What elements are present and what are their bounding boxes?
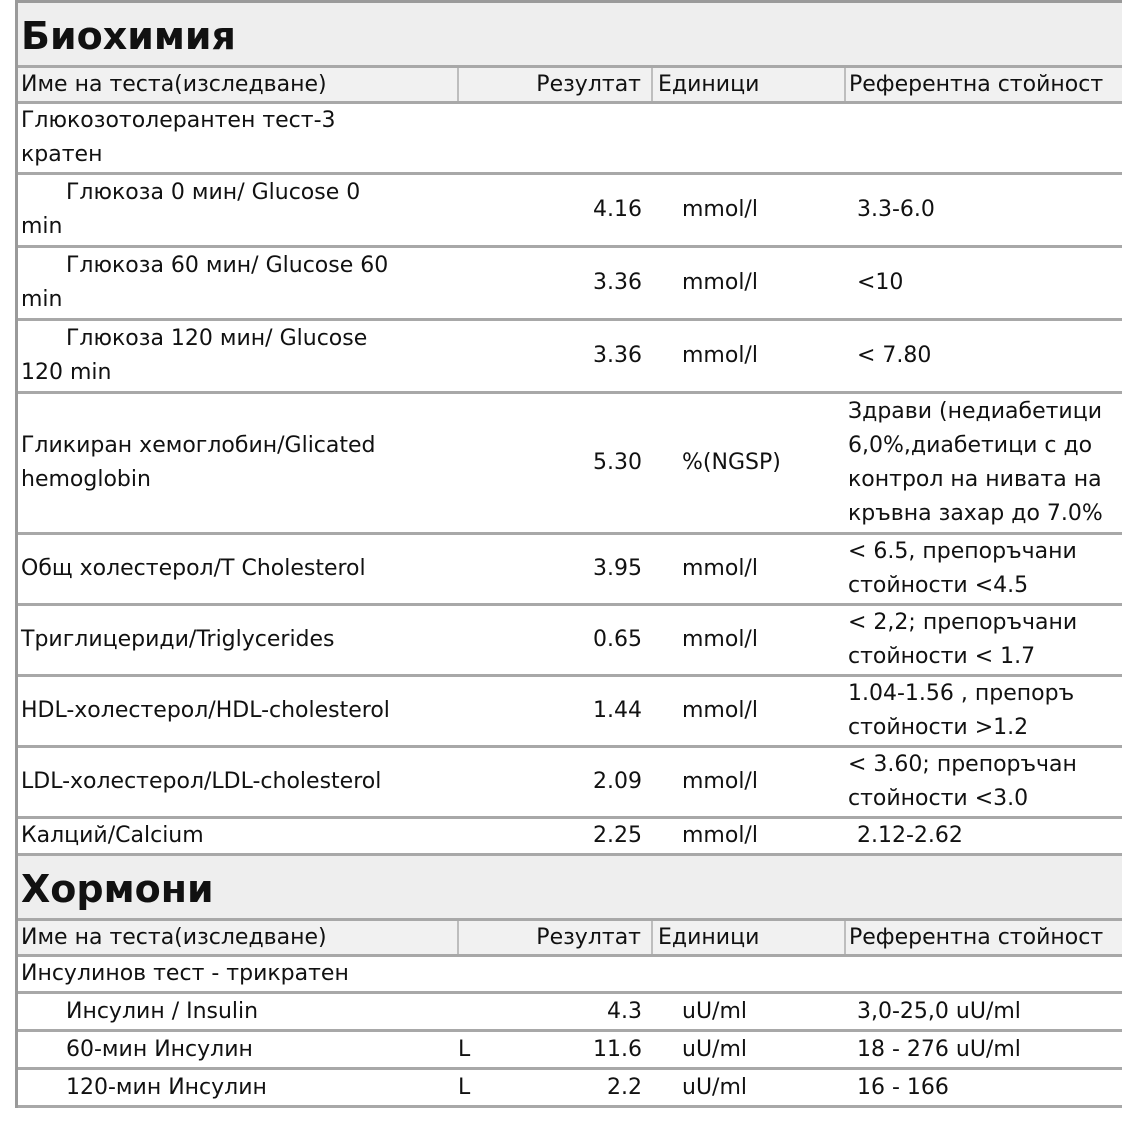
result-flag — [458, 320, 518, 393]
table-row — [18, 247, 1122, 320]
reference-range: < 3.60; препоръчан стойности <3.0 — [845, 747, 1122, 818]
table-row — [18, 1069, 1122, 1107]
header-units: Единици — [652, 920, 845, 956]
table-row — [18, 676, 1122, 747]
result-units — [652, 956, 845, 993]
test-name: Глюкоза 60 мин/ Glucose 60 min — [18, 247, 458, 320]
test-name: 120-мин Инсулин — [18, 1069, 458, 1107]
test-name: LDL-холестерол/LDL-cholesterol — [18, 747, 458, 818]
table-row — [18, 174, 1122, 247]
result-value: 5.30 — [518, 393, 652, 534]
table-row — [18, 320, 1122, 393]
section-title: Хормони — [18, 855, 1122, 920]
result-value: 2.09 — [518, 747, 652, 818]
test-name: Инсулинов тест - трикратен — [18, 956, 458, 993]
result-flag — [458, 393, 518, 534]
reference-range: 3.3-6.0 — [845, 174, 1122, 247]
reference-range: 18 - 276 uU/ml — [845, 1031, 1122, 1069]
header-result: Резултат — [458, 67, 652, 103]
result-flag: L — [458, 1069, 518, 1107]
table-row — [18, 993, 1122, 1031]
test-name: Калций/Calcium — [18, 818, 458, 855]
table-row — [18, 103, 1122, 174]
section-title-row — [18, 855, 1122, 920]
result-flag — [458, 605, 518, 676]
result-units: uU/ml — [652, 1031, 845, 1069]
result-flag — [458, 534, 518, 605]
reference-range: < 7.80 — [845, 320, 1122, 393]
header-result: Резултат — [458, 920, 652, 956]
result-units: uU/ml — [652, 993, 845, 1031]
reference-range — [845, 103, 1122, 174]
test-name: Общ холестерол/T Cholesterol — [18, 534, 458, 605]
result-value: 3.95 — [518, 534, 652, 605]
result-flag — [458, 247, 518, 320]
test-name: Триглицериди/Triglycerides — [18, 605, 458, 676]
result-units: mmol/l — [652, 247, 845, 320]
result-value: 4.16 — [518, 174, 652, 247]
table-row — [18, 956, 1122, 993]
result-value: 3.36 — [518, 247, 652, 320]
reference-range: <10 — [845, 247, 1122, 320]
result-units — [652, 103, 845, 174]
reference-range: < 6.5, препоръчани стойности <4.5 — [845, 534, 1122, 605]
lab-results — [15, 0, 1122, 1108]
header-row — [18, 67, 1122, 103]
result-value: 2.2 — [518, 1069, 652, 1107]
result-flag — [458, 818, 518, 855]
table-row — [18, 393, 1122, 534]
test-name: 60-мин Инсулин — [18, 1031, 458, 1069]
result-units: mmol/l — [652, 818, 845, 855]
result-value — [518, 103, 652, 174]
header-test-name: Име на теста(изследване) — [18, 920, 458, 956]
test-name: Глюкозотолерантен тест-3 кратен — [18, 103, 458, 174]
result-units: mmol/l — [652, 676, 845, 747]
reference-range: 2.12-2.62 — [845, 818, 1122, 855]
result-value: 2.25 — [518, 818, 652, 855]
section-title-row — [18, 2, 1122, 67]
result-value: 4.3 — [518, 993, 652, 1031]
table-row — [18, 1031, 1122, 1069]
reference-range: < 2,2; препоръчани стойности < 1.7 — [845, 605, 1122, 676]
result-flag — [458, 956, 518, 993]
result-flag — [458, 174, 518, 247]
reference-range: Здрави (недиабетици 6,0%,диабетици с до контрол на нивата на кръвна захар до 7.0% — [845, 393, 1122, 534]
reference-range: 1.04-1.56 , препоръ стойности >1.2 — [845, 676, 1122, 747]
result-units: mmol/l — [652, 605, 845, 676]
table-row — [18, 605, 1122, 676]
result-units: %(NGSP) — [652, 393, 845, 534]
result-flag — [458, 747, 518, 818]
test-name: Гликиран хемоглобин/Glicated hemoglobin — [18, 393, 458, 534]
test-name: Глюкоза 120 мин/ Glucose 120 min — [18, 320, 458, 393]
header-units: Единици — [652, 67, 845, 103]
result-units: uU/ml — [652, 1069, 845, 1107]
reference-range: 16 - 166 — [845, 1069, 1122, 1107]
test-name: HDL-холестерол/HDL-cholesterol — [18, 676, 458, 747]
header-reference: Референтна стойност — [845, 920, 1122, 956]
table-row — [18, 818, 1122, 855]
result-value: 3.36 — [518, 320, 652, 393]
header-reference: Референтна стойност — [845, 67, 1122, 103]
result-flag: L — [458, 1031, 518, 1069]
test-name: Глюкоза 0 мин/ Glucose 0 min — [18, 174, 458, 247]
result-units: mmol/l — [652, 534, 845, 605]
results-table — [18, 0, 1122, 1108]
result-flag — [458, 676, 518, 747]
result-value: 1.44 — [518, 676, 652, 747]
table-row — [18, 747, 1122, 818]
result-flag — [458, 103, 518, 174]
section-title: Биохимия — [18, 2, 1122, 67]
reference-range — [845, 956, 1122, 993]
result-value: 0.65 — [518, 605, 652, 676]
result-units: mmol/l — [652, 747, 845, 818]
result-value — [518, 956, 652, 993]
test-name: Инсулин / Insulin — [18, 993, 458, 1031]
header-row — [18, 920, 1122, 956]
result-flag — [458, 993, 518, 1031]
header-test-name: Име на теста(изследване) — [18, 67, 458, 103]
result-value: 11.6 — [518, 1031, 652, 1069]
reference-range: 3,0-25,0 uU/ml — [845, 993, 1122, 1031]
result-units: mmol/l — [652, 320, 845, 393]
result-units: mmol/l — [652, 174, 845, 247]
table-row — [18, 534, 1122, 605]
